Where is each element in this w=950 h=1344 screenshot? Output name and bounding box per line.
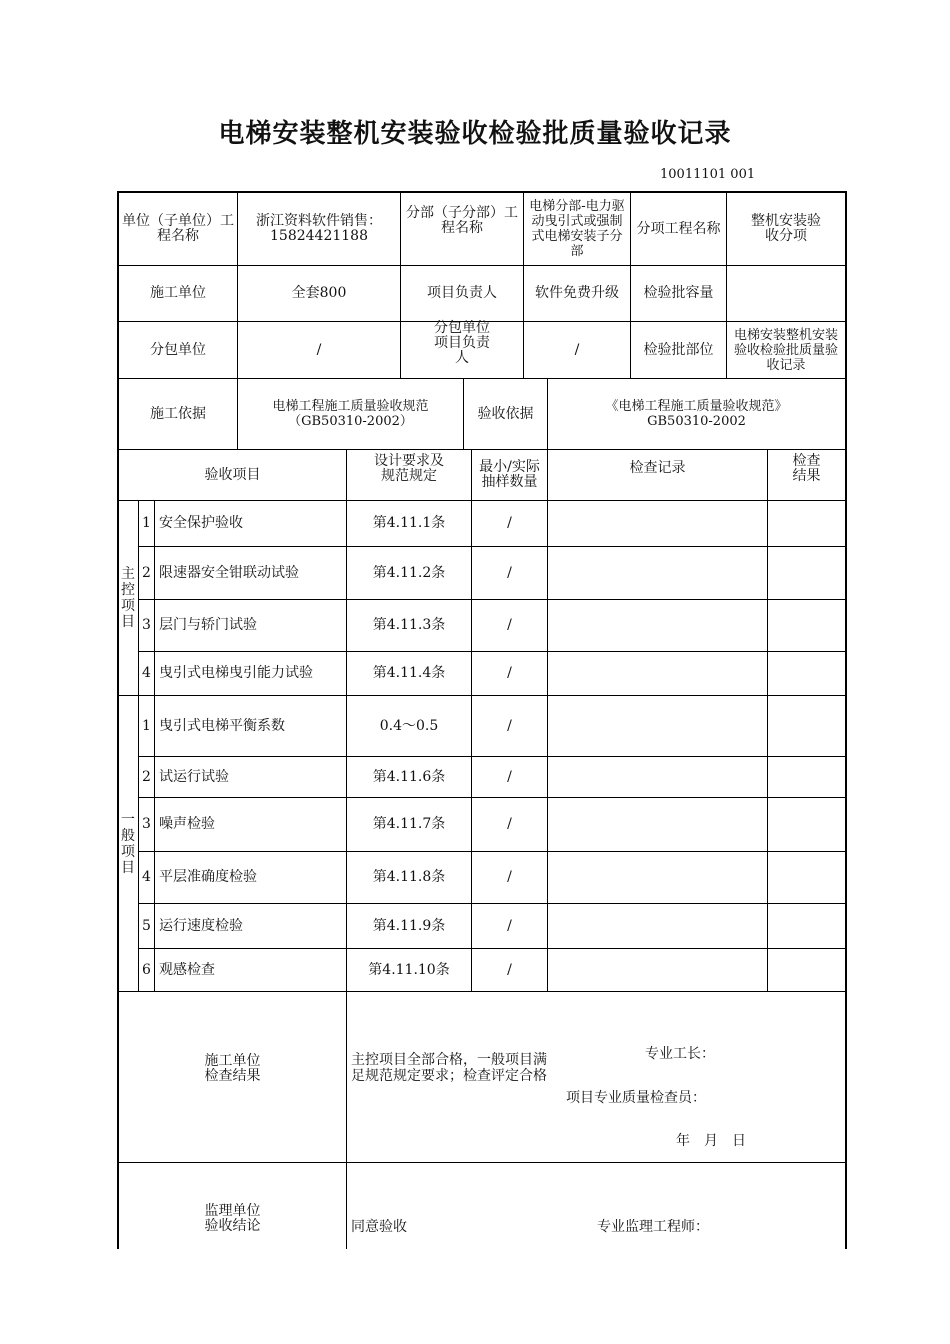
project-manager-value: 软件免费升级 [535, 285, 619, 301]
general-item-no: 6 [142, 961, 151, 978]
general-item-no: 2 [142, 768, 151, 785]
batch-location-value: 电梯安装整机安装验收检验批质量验收记录 [733, 327, 838, 373]
col-sample: 最小/实际抽样数量 [479, 459, 540, 490]
batch-location-label: 检验批部位 [643, 341, 714, 358]
construction-unit-value: 全套800 [291, 285, 347, 301]
supervision-text: 同意验收 [351, 1219, 407, 1235]
general-item-no: 3 [142, 816, 151, 832]
project-manager-label: 项目负责人 [427, 285, 497, 301]
subcontract-manager-value: / [574, 341, 580, 358]
general-item-no: 5 [142, 917, 151, 934]
basis-label: 施工依据 [150, 405, 206, 422]
general-item-name: 平层准确度检验 [159, 869, 257, 885]
main-item-requirement: 第4.11.4条 [372, 665, 446, 681]
general-item-requirement: 第4.11.7条 [372, 816, 446, 832]
col-item: 验收项目 [204, 466, 261, 483]
main-item-no: 1 [142, 515, 151, 531]
supervision-engineer-label: 专业监理工程师： [597, 1219, 709, 1235]
general-item-requirement: 第4.11.9条 [372, 917, 446, 934]
general-item-requirement: 第4.11.10条 [368, 961, 450, 978]
col-requirement: 设计要求及规范规定 [374, 453, 444, 484]
main-item-sample: / [507, 617, 512, 633]
main-group-label: 主控项目 [121, 566, 135, 630]
general-item-name: 运行速度检验 [159, 917, 243, 934]
general-item-name: 噪声检验 [159, 816, 215, 832]
main-item-name: 限速器安全钳联动试验 [159, 564, 299, 581]
general-item-name: 曳引式电梯平衡系数 [159, 717, 285, 734]
main-item-no: 2 [142, 564, 151, 581]
general-group-label: 一般项目 [121, 812, 135, 876]
page-title: 电梯安装整机安装验收检验批质量验收记录 [218, 119, 732, 149]
general-item-requirement: 0.4～0.5 [379, 717, 439, 734]
batch-capacity-value [727, 266, 845, 321]
sub-item-label: 分项工程名称 [636, 220, 721, 237]
unit-name-label: 单位（子单位）工程名称 [122, 213, 234, 244]
general-item-sample: / [507, 717, 512, 734]
main-item-name: 层门与轿门试验 [159, 617, 257, 633]
general-item-no: 4 [142, 869, 151, 885]
construction-unit-label: 施工单位 [150, 285, 206, 301]
division-value: 电梯分部-电力驱动曳引式或强制式电梯安装子分部 [529, 199, 625, 259]
main-item-no: 4 [142, 665, 151, 681]
check-date: 年 月 日 [676, 1133, 746, 1149]
basis-value: 电梯工程施工质量验收规范（GB50310-2002） [272, 399, 429, 429]
acceptance-basis-value: 《电梯工程施工质量验收规范》GB50310-2002 [605, 399, 788, 429]
main-item-sample: / [507, 564, 512, 581]
main-item-name: 安全保护验收 [159, 515, 243, 531]
col-record: 检查记录 [629, 459, 686, 476]
col-result: 检查结果 [792, 453, 821, 484]
main-item-no: 3 [142, 617, 151, 633]
subcontract-manager-label: 分包单位项目负责人 [434, 319, 490, 366]
document-code: 10011101 001 [660, 167, 756, 182]
general-item-requirement: 第4.11.8条 [372, 869, 446, 885]
quality-inspector-label: 项目专业质量检查员： [566, 1090, 706, 1106]
general-item-sample: / [507, 869, 512, 885]
general-item-sample: / [507, 917, 512, 934]
main-item-sample: / [507, 665, 512, 681]
general-item-name: 试运行试验 [159, 768, 229, 785]
division-label: 分部（子分部）工程名称 [406, 204, 518, 236]
batch-capacity-label: 检验批容量 [643, 285, 714, 301]
main-item-requirement: 第4.11.2条 [372, 564, 446, 581]
foreman-label: 专业工长： [645, 1046, 715, 1062]
unit-name-value: 浙江资料软件销售：15824421188 [256, 213, 382, 244]
general-item-sample: / [507, 961, 512, 978]
general-item-sample: / [507, 768, 512, 785]
sub-item-value: 整机安装验收分项 [751, 213, 821, 244]
main-item-requirement: 第4.11.3条 [372, 617, 446, 633]
supervision-label: 监理单位验收结论 [204, 1203, 261, 1234]
main-item-name: 曳引式电梯曳引能力试验 [159, 665, 313, 681]
general-item-sample: / [507, 816, 512, 832]
general-item-name: 观感检查 [159, 961, 215, 978]
general-item-requirement: 第4.11.6条 [372, 768, 446, 785]
main-item-sample: / [507, 515, 512, 531]
subcontract-unit-value: / [316, 341, 322, 358]
acceptance-basis-label: 验收依据 [477, 405, 534, 422]
general-item-no: 1 [142, 717, 151, 734]
main-item-requirement: 第4.11.1条 [372, 515, 446, 531]
subcontract-unit-label: 分包单位 [150, 341, 206, 358]
construction-check-text: 主控项目全部合格，一般项目满足规范规定要求；检查评定合格 [351, 1052, 547, 1084]
construction-check-label: 施工单位检查结果 [204, 1053, 261, 1084]
